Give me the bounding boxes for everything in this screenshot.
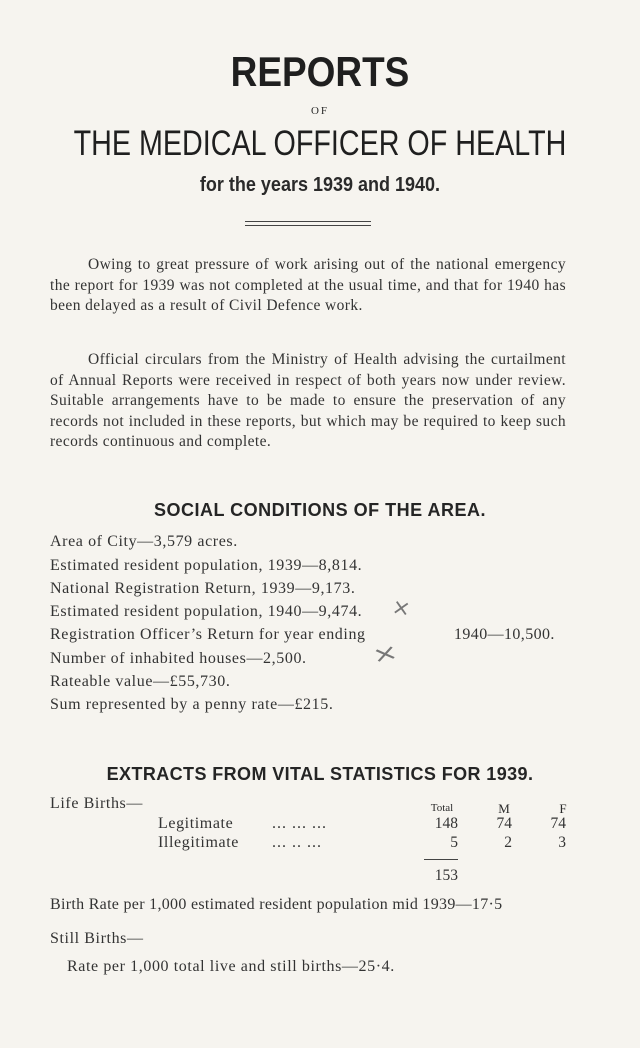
row-total: 5 bbox=[450, 834, 458, 851]
report-subtitle: THE MEDICAL OFFICER OF HEALTH bbox=[73, 124, 567, 163]
social-line-registration-1939: National Registration Return, 1939—9,173. bbox=[50, 580, 356, 597]
pencil-mark-icon: × bbox=[389, 594, 413, 623]
row-f: 3 bbox=[558, 834, 566, 851]
social-conditions-heading: SOCIAL CONDITIONS OF THE AREA. bbox=[153, 500, 486, 520]
column-header-f: F bbox=[559, 801, 567, 816]
births-sum-total: 153 bbox=[434, 867, 458, 884]
row-m: 2 bbox=[504, 834, 512, 851]
divider-rule bbox=[245, 221, 371, 222]
registration-officer-value: 1940—10,500. bbox=[454, 626, 555, 643]
intro-paragraph-1: Owing to great pressure of work arising out of the national emergency the report for 1939 was not completed at the usual time, and that for 1940 has been delayed as a result of Civil Defence work. bbox=[50, 256, 566, 314]
birth-rate-line: Birth Rate per 1,000 estimated resident population mid 1939—17·5 bbox=[50, 896, 503, 913]
row-m: 74 bbox=[496, 815, 512, 832]
social-line-area: Area of City—3,579 acres. bbox=[50, 533, 238, 550]
still-births-label: Still Births— bbox=[50, 930, 144, 947]
social-line-houses: Number of inhabited houses—2,500. bbox=[50, 650, 307, 667]
intro-paragraph-2: Official circulars from the Ministry of Health advising the curtailment of Annual Reports were received in respect of both years now under review. Suitable arrangements have to be made to ensure the preservation of any records not included in these reports, but which may be required to keep such records continuous and complete. bbox=[50, 351, 566, 450]
divider-rule bbox=[245, 225, 371, 226]
social-line-rateable-value: Rateable value—£55,730. bbox=[50, 673, 231, 690]
report-title: REPORTS bbox=[230, 48, 410, 95]
report-years: for the years 1939 and 1940. bbox=[199, 174, 441, 196]
still-births-rate-line: Rate per 1,000 total live and still births—25·4. bbox=[67, 958, 395, 975]
row-total: 148 bbox=[434, 815, 458, 832]
social-line-registration-officer: Registration Officer’s Return for year ending bbox=[50, 626, 366, 643]
title-connector: OF bbox=[310, 105, 330, 117]
social-line-penny-rate: Sum represented by a penny rate—£215. bbox=[50, 696, 334, 713]
sum-rule bbox=[424, 859, 458, 860]
row-label: Illegitimate bbox=[158, 834, 239, 851]
social-line-population-1939: Estimated resident population, 1939—8,814. bbox=[50, 557, 363, 574]
row-label: Legitimate bbox=[158, 815, 234, 832]
row-dots: ... ... ... bbox=[272, 815, 327, 832]
life-births-label: Life Births— bbox=[50, 795, 143, 812]
row-f: 74 bbox=[550, 815, 566, 832]
vital-statistics-heading: EXTRACTS FROM VITAL STATISTICS FOR 1939. bbox=[106, 764, 534, 784]
row-dots: ... .. ... bbox=[272, 834, 322, 851]
pencil-mark-icon: × bbox=[369, 639, 401, 670]
social-line-population-1940: Estimated resident population, 1940—9,474. bbox=[50, 603, 363, 620]
column-header-total: Total bbox=[430, 802, 454, 814]
column-header-m: M bbox=[498, 801, 510, 816]
